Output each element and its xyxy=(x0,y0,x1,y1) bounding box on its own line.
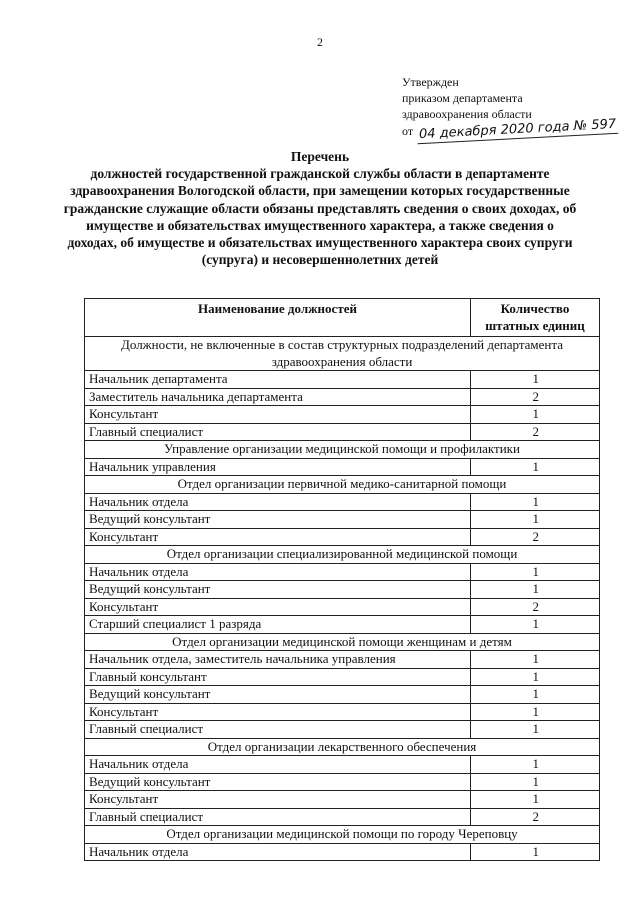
position-name: Главный специалист xyxy=(85,423,471,441)
header-name: Наименование должностей xyxy=(85,299,471,337)
table-row xyxy=(85,388,600,406)
table-row xyxy=(85,756,600,774)
approval-line-2: приказом департамента xyxy=(402,91,523,105)
position-quantity: 1 xyxy=(471,686,600,704)
table-body xyxy=(85,337,600,861)
position-name: Главный специалист xyxy=(85,721,471,739)
approval-line-3: здравоохранения области xyxy=(402,107,532,121)
position-name: Консультант xyxy=(85,528,471,546)
position-name: Ведущий консультант xyxy=(85,581,471,599)
position-quantity: 1 xyxy=(471,581,600,599)
position-name: Ведущий консультант xyxy=(85,686,471,704)
position-name: Консультант xyxy=(85,406,471,424)
position-quantity: 2 xyxy=(471,528,600,546)
section-title: Отдел организации медицинской помощи женщинам и детям xyxy=(85,633,600,651)
handwritten-date-number: 04 декабря 2020 года № 597 xyxy=(417,117,619,145)
position-name: Начальник отдела xyxy=(85,756,471,774)
position-name: Главный специалист xyxy=(85,808,471,826)
table-row xyxy=(85,651,600,669)
table-row xyxy=(85,808,600,826)
position-quantity: 1 xyxy=(471,668,600,686)
section-title: Должности, не включенные в состав структурных подразделений департамента здравоохранения области xyxy=(85,337,600,371)
position-quantity: 1 xyxy=(471,511,600,529)
table-row xyxy=(85,511,600,529)
table-row xyxy=(85,581,600,599)
position-name: Заместитель начальника департамента xyxy=(85,388,471,406)
position-quantity: 1 xyxy=(471,721,600,739)
position-name: Консультант xyxy=(85,791,471,809)
table-row xyxy=(85,406,600,424)
position-name: Главный консультант xyxy=(85,668,471,686)
position-quantity: 2 xyxy=(471,388,600,406)
table-row xyxy=(85,563,600,581)
position-quantity: 1 xyxy=(471,406,600,424)
table-row xyxy=(85,458,600,476)
section-row xyxy=(85,738,600,756)
table-row xyxy=(85,493,600,511)
section-title: Отдел организации лекарственного обеспечения xyxy=(85,738,600,756)
page-number: 2 xyxy=(317,35,323,49)
header-quantity-line-1: Количество xyxy=(500,301,570,316)
position-name: Начальник отдела xyxy=(85,563,471,581)
position-quantity: 2 xyxy=(471,423,600,441)
table-row xyxy=(85,791,600,809)
table-row xyxy=(85,423,600,441)
position-quantity: 1 xyxy=(471,493,600,511)
section-row xyxy=(85,441,600,459)
table-row xyxy=(85,616,600,634)
position-quantity: 1 xyxy=(471,773,600,791)
table-row xyxy=(85,528,600,546)
section-title: Отдел организации медицинской помощи по городу Череповцу xyxy=(85,826,600,844)
position-name: Консультант xyxy=(85,703,471,721)
position-quantity: 2 xyxy=(471,808,600,826)
section-row xyxy=(85,476,600,494)
position-name: Старший специалист 1 разряда xyxy=(85,616,471,634)
header-quantity-line-2: штатных единиц xyxy=(485,317,585,333)
position-quantity: 1 xyxy=(471,616,600,634)
position-name: Ведущий консультант xyxy=(85,773,471,791)
position-quantity: 1 xyxy=(471,791,600,809)
position-quantity: 1 xyxy=(471,843,600,861)
section-row xyxy=(85,633,600,651)
table-row xyxy=(85,721,600,739)
position-quantity: 1 xyxy=(471,651,600,669)
table-row xyxy=(85,686,600,704)
section-title: Управление организации медицинской помощи и профилактики xyxy=(85,441,600,459)
approval-stamp xyxy=(402,74,618,143)
table-row xyxy=(85,773,600,791)
table-row xyxy=(85,598,600,616)
position-quantity: 1 xyxy=(471,371,600,389)
section-row xyxy=(85,337,600,371)
position-name: Начальник отдела xyxy=(85,843,471,861)
section-row xyxy=(85,826,600,844)
position-name: Консультант xyxy=(85,598,471,616)
approval-line-1: Утвержден xyxy=(402,75,459,89)
position-name: Начальник отдела xyxy=(85,493,471,511)
position-quantity: 1 xyxy=(471,458,600,476)
position-name: Ведущий консультант xyxy=(85,511,471,529)
position-quantity: 2 xyxy=(471,598,600,616)
table-row xyxy=(85,843,600,861)
document-title xyxy=(60,148,580,268)
position-quantity: 1 xyxy=(471,563,600,581)
title-body: должностей государственной гражданской службы области в департаменте здравоохранения Вологодской области, при замещении которых государственные гражданские служащие области обязаны представлять сведения о своих доходах, об имуществе и обязательствах имущественного характера, а также сведения о доходах, об имуществе и обязательствах имущественного характера своих супруги (супруга) и несовершеннолетних детей xyxy=(63,166,577,268)
table-header-row xyxy=(85,299,600,337)
header-quantity xyxy=(471,299,600,337)
section-row xyxy=(85,546,600,564)
section-title: Отдел организации первичной медико-санитарной помощи xyxy=(85,476,600,494)
title-heading: Перечень xyxy=(290,149,350,164)
table-row xyxy=(85,668,600,686)
table-row xyxy=(85,703,600,721)
position-quantity: 1 xyxy=(471,703,600,721)
position-name: Начальник отдела, заместитель начальника управления xyxy=(85,651,471,669)
positions-table xyxy=(84,298,600,861)
approval-date-line xyxy=(402,116,618,143)
position-quantity: 1 xyxy=(471,756,600,774)
table-row xyxy=(85,371,600,389)
section-title: Отдел организации специализированной медицинской помощи xyxy=(85,546,600,564)
approval-prefix: от xyxy=(402,124,414,138)
position-name: Начальник управления xyxy=(85,458,471,476)
position-name: Начальник департамента xyxy=(85,371,471,389)
